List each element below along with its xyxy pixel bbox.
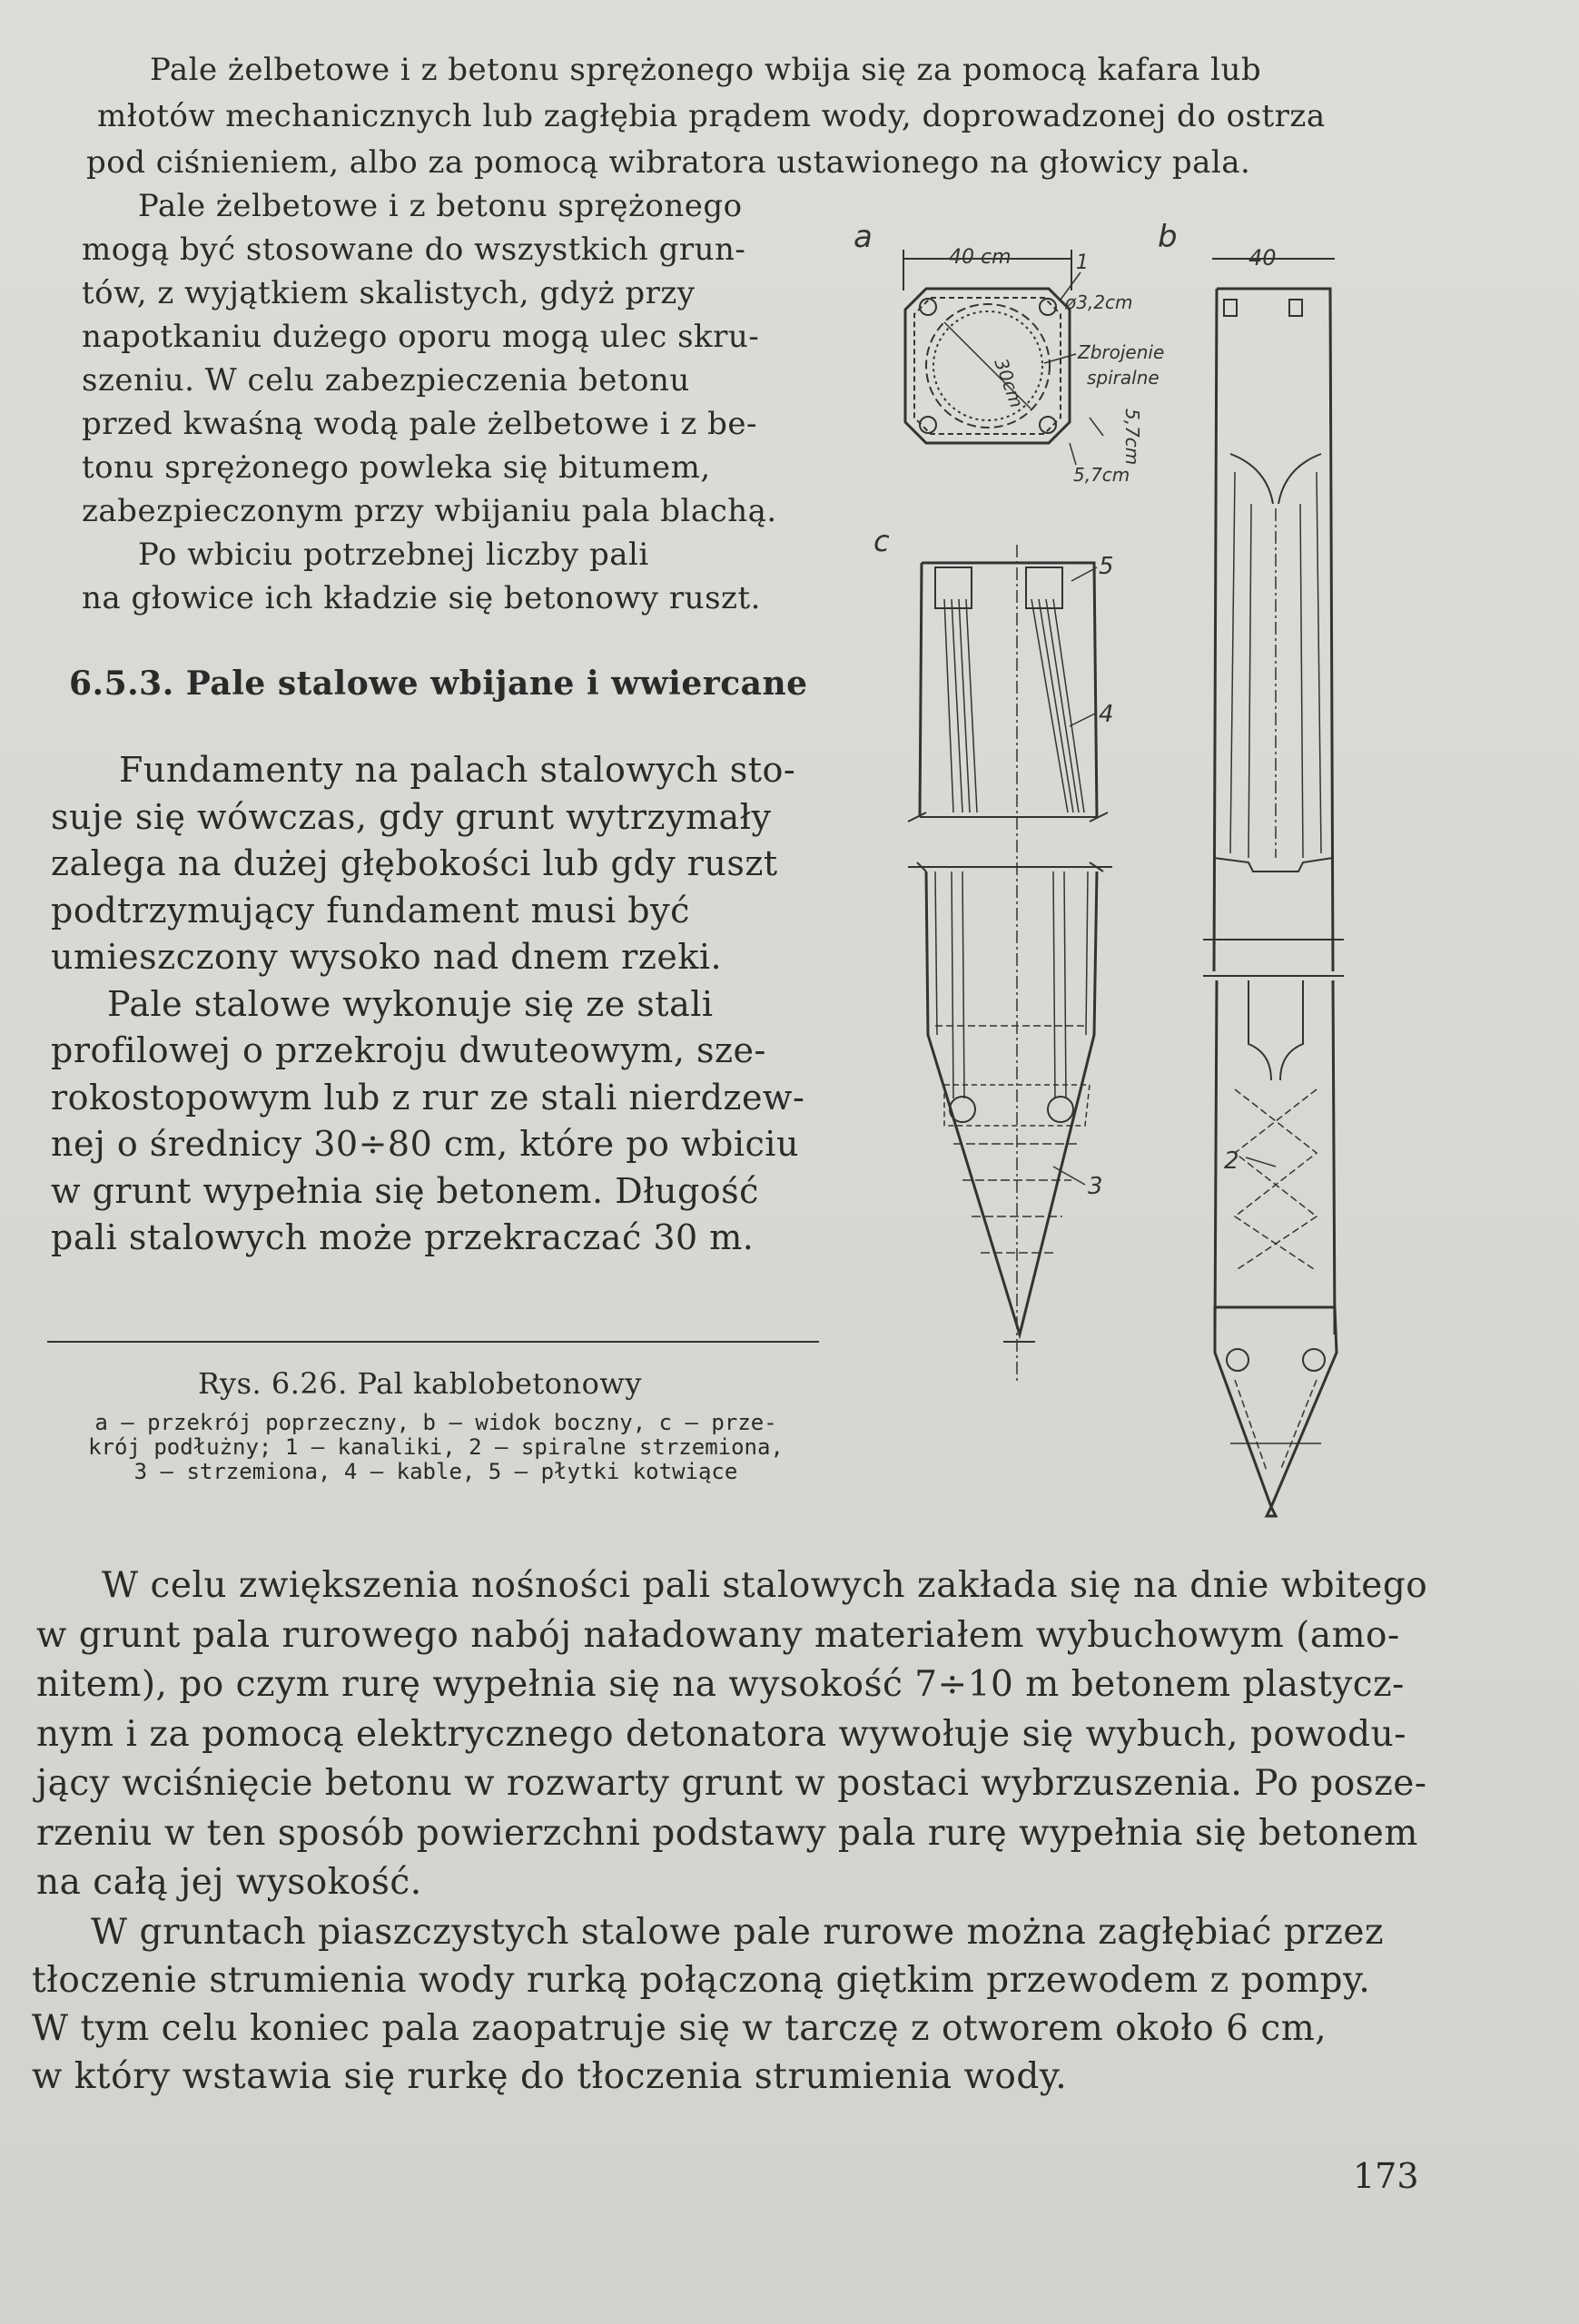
caption-line: a — przekrój poprzeczny, b — widok boczny, c — prze- <box>94 1410 777 1435</box>
text-line: Pale stalowe wykonuje się ze stali <box>107 983 714 1024</box>
num-2: 2 <box>1224 1147 1239 1175</box>
text-line: zabezpieczonym przy wbijaniu pala blachą. <box>82 493 777 529</box>
text-line: nym i za pomocą elektrycznego detonatora wywołuje się wybuch, powodu- <box>36 1713 1406 1755</box>
text-line: tów, z wyjątkiem skalistych, gdyż przy <box>82 275 696 311</box>
text-line: rzeniu w ten sposób powierzchni podstawy pala rurę wypełnia się betonem <box>36 1812 1418 1854</box>
text-line: profilowej o przekroju dwuteowym, sze- <box>51 1030 766 1070</box>
longitudinal-section-c <box>908 545 1114 1384</box>
text-line: Pale żelbetowe i z betonu sprężonego wbija się za pomocą kafara lub <box>150 52 1262 88</box>
dim-3-2cm: ø3,2cm <box>1065 291 1133 313</box>
text-line: szeniu. W celu zabezpieczenia betonu <box>82 362 690 399</box>
num-4: 4 <box>1099 701 1114 728</box>
text-line: przed kwaśną wodą pale żelbetowe i z be- <box>82 406 758 442</box>
label-c: c <box>873 524 890 558</box>
text-line: jący wciśnięcie betonu w rozwarty grunt w postaci wybrzuszenia. Po posze- <box>36 1763 1427 1804</box>
dim-5-7cm-v: 5,7cm <box>1121 409 1143 466</box>
num-3: 3 <box>1088 1173 1103 1200</box>
caption-line: krój podłużny; 1 — kanaliki, 2 — spiralne strzemiona, <box>88 1434 784 1460</box>
dim-30cm: 30cm <box>990 355 1028 411</box>
text-line: W tym celu koniec pala zaopatruje się w tarczę z otworem około 6 cm, <box>32 2008 1327 2049</box>
text-line: suje się wówczas, gdy grunt wytrzymały <box>51 796 772 837</box>
text-line: zalega na dużej głębokości lub gdy ruszt <box>51 843 778 883</box>
cross-section-a <box>903 246 1164 486</box>
zbrojenie-2: spiralne <box>1087 367 1160 389</box>
text-line: umieszczony wysoko nad dnem rzeki. <box>51 937 723 977</box>
text-line: w który wstawia się rurkę do tłoczenia strumienia wody. <box>32 2056 1068 2097</box>
text-line: tłoczenie strumienia wody rurką połączoną giętkim przewodem z pompy. <box>32 1960 1371 2001</box>
caption-line: 3 — strzemiona, 4 — kable, 5 — płytki kotwiące <box>133 1459 738 1484</box>
zbrojenie-1: Zbrojenie <box>1078 341 1165 363</box>
text-line: w grunt wypełnia się betonem. Długość <box>51 1170 759 1211</box>
figure-caption-title: Rys. 6.26. Pal kablobetonowy <box>198 1366 642 1401</box>
label-b: b <box>1158 219 1178 255</box>
text-line: tonu sprężonego powleka się bitumem, <box>82 449 711 486</box>
text-line: napotkaniu dużego oporu mogą ulec skru- <box>82 319 760 355</box>
text-line: nej o średnicy 30÷80 cm, które po wbiciu <box>51 1124 799 1164</box>
num-1: 1 <box>1076 251 1089 274</box>
page-number: 173 <box>1353 2156 1419 2196</box>
text-line: pali stalowych może przekraczać 30 m. <box>51 1217 755 1257</box>
dim-40cm: 40 cm <box>949 246 1012 269</box>
text-line: nitem), po czym rurę wypełnia się na wysokość 7÷10 m betonem plastycz- <box>36 1664 1405 1705</box>
text-line: pod ciśnieniem, albo za pomocą wibratora ustawionego na głowicy pala. <box>86 144 1251 181</box>
text-line: Fundamenty na palach stalowych sto- <box>119 750 796 790</box>
text-line: podtrzymujący fundament musi być <box>51 890 690 931</box>
text-line: Pale żelbetowe i z betonu sprężonego <box>138 188 743 224</box>
dim-5-7cm-h: 5,7cm <box>1073 464 1130 486</box>
bottom-paragraph-1 <box>36 1561 1428 1908</box>
text-line: mogą być stosowane do wszystkich grun- <box>82 231 746 268</box>
text-line: W celu zwiększenia nośności pali stalowych zakłada się na dnie wbitego <box>102 1565 1428 1606</box>
text-line: na całą jej wysokość. <box>36 1862 422 1903</box>
text-line: w grunt pala rurowego nabój naładowany materiałem wybuchowym (amo- <box>36 1614 1400 1656</box>
text-line: W gruntach piaszczystych stalowe pale rurowe można zagłębiać przez <box>91 1912 1384 1953</box>
side-view-b <box>1203 245 1344 1516</box>
text-line: rokostopowym lub z rur ze stali nierdzew- <box>51 1077 805 1118</box>
text-line: młotów mechanicznych lub zagłębia prądem wody, doprowadzonej do ostrza <box>97 98 1326 134</box>
dim-40: 40 <box>1248 245 1277 271</box>
text-line: na głowice ich kładzie się betonowy ruszt. <box>82 580 761 616</box>
num-5: 5 <box>1099 553 1114 580</box>
text-line: Po wbiciu potrzebnej liczby pali <box>138 537 649 573</box>
bottom-paragraph-2 <box>32 1908 1416 2101</box>
section-heading: 6.5.3. Pale stalowe wbijane i wwiercane <box>69 665 808 703</box>
label-a: a <box>854 219 873 255</box>
